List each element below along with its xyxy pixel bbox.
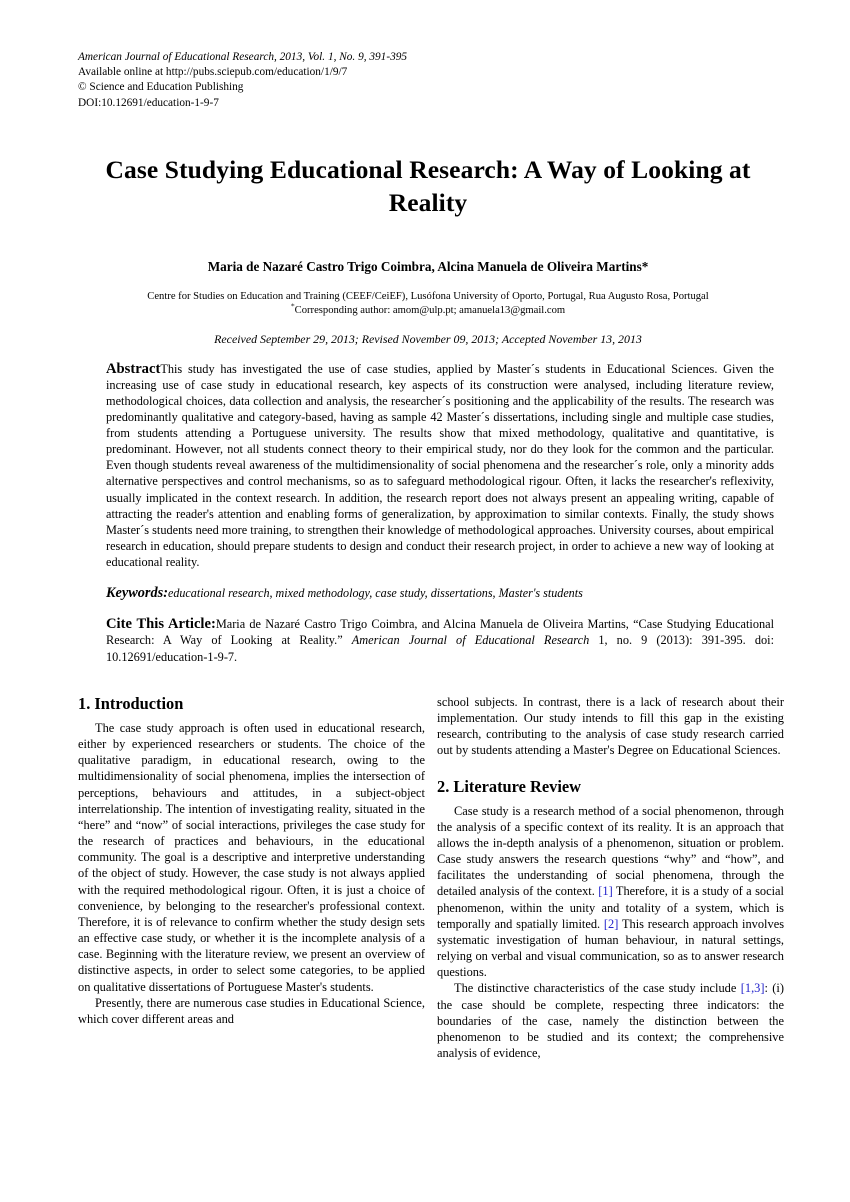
keywords-block — [106, 585, 774, 601]
abstract-text: This study has investigated the use of case studies, applied by Master´s students in Educational Sciences. Given the increasing use of case study in educational research, key aspects of its construction were analysed, including literature review, methodological choices, data collection and analysis, the researcher´s positioning and the applicability of the results. The research was predominantly qualitative and category-based, having as sample 42 Master´s dissertations, including single and multiple case studies, from students attending a Portuguese university. The results show that mixed methodology, qualitative and quantitative, is predominant. However, not all students connect theory to their empirical study, nor do they look for the common and the particular. Even though students reveal awareness of the multidimensionality of social phenomena and the researcher´s role, only a minority adds alternative perspectives and control mechanisms, so as to safeguard methodological rigour. Often, it lacks the researcher's reflexivity, usually implicated in the context research. In addition, the research report does not always present an appealing writing, capable of attracting the reader's attention and enabling forms of generalization, by approximation to similar contexts. Finally, the study shows Master´s students need more training, to strengthen their knowledge of methodological approaches. University courses, about empirical research in education, should prepare students to design and conduct their research project, in order to achieve a new way of looking at educational reality. — [106, 361, 774, 569]
corresponding-author-line — [78, 301, 778, 319]
citation-link-2[interactable]: [2] — [603, 916, 619, 931]
publication-dates: Received September 29, 2013; Revised November 09, 2013; Accepted November 13, 2013 — [214, 331, 642, 346]
body-columns — [78, 694, 784, 1202]
journal-header — [78, 50, 778, 111]
literature-review-paragraph-2 — [437, 980, 784, 1061]
corresponding-asterisk: * — [290, 301, 295, 311]
section-heading-introduction: 1. Introduction — [78, 694, 184, 713]
right-column — [437, 694, 784, 1202]
lr-p1-text-a: Case study is a research method of a social phenomenon, through the analysis of a specific context of its reality. It is an approach that allows the in-depth analysis of a phenomenon, situation or problem. Case study answers the research questions “why” and “how”, and facilitates the understanding of social phenomena, through the detailed analysis of the context. — [437, 803, 784, 899]
intro-paragraph-1: The case study approach is often used in educational research, either by experienced researchers or students. The choice of the qualitative paradigm, in educational research, owing to the multidimensionality of social phenomena, implies the intersection of perceptions, behaviours and attitudes, in a subject-object interrelationship. The intention of investigating reality, situated in the “here” and “now” of social interactions, privileges the case study for the research of practices and behaviours, in the educational community. The goal is a descriptive and interpretive understanding of the object of study. However, the case study is not always applied with the required methodological rigour. Often, it is just a choice of convenience, by belonging to the researcher's professional context. Therefore, it is of relevance to confirm whether the study design sets an effective case study, or whether it is the incomplete analysis of a case. Beginning with the literature review, we present an overview of distinctive aspects, in order to select some categories, to be applied on qualitative dissertations of Portuguese Master's students. — [78, 721, 425, 994]
citation-link-3[interactable]: [1,3] — [740, 981, 765, 996]
article-title: Case Studying Educational Research: A Way of Looking at Reality — [105, 154, 751, 217]
journal-available-online: Available online at http://pubs.sciepub.com/education/1/9/7 — [78, 66, 348, 79]
journal-reference: American Journal of Educational Research, 2013, Vol. 1, No. 9, 391-395 — [78, 51, 408, 63]
cite-this-article-block — [106, 616, 774, 665]
citation-link-1[interactable]: [1] — [598, 884, 613, 899]
corresponding-author-text: Corresponding author: amom@ulp.pt; amanuela13@gmail.com — [294, 305, 566, 317]
journal-publisher: © Science and Education Publishing — [78, 81, 244, 94]
cite-authors-part: Maria de Nazaré Castro Trigo Coimbra, and Alcina Manuela de Oliveira Martins, “Case Studying Educational Research: A Way of Looking at Reality.” — [106, 617, 774, 648]
keywords-list: educational research, mixed methodology, case study, dissertations, Master's students — [167, 586, 583, 601]
section-heading-literature-review: 2. Literature Review — [437, 776, 581, 796]
author-list: Maria de Nazaré Castro Trigo Coimbra, Alcina Manuela de Oliveira Martins* — [207, 258, 649, 274]
cite-locator: 1, no. 9 (2013): 391-395. doi: 10.12691/education-1-9-7. — [106, 633, 774, 664]
literature-review-paragraph-1 — [437, 803, 784, 981]
intro-paragraph-2-continuation: school subjects. In contrast, there is a lack of research about their implementation. Our study intends to fill this gap in the existing research, contributing to the analysis of case study research carried out by students attending a Master's Degree on Educational Sciences. — [437, 695, 784, 758]
abstract-block — [106, 361, 774, 570]
lr-p2-text-a: The distinctive characteristics of the case study include — [454, 981, 737, 996]
intro-paragraph-2: Presently, there are numerous case studies in Educational Science, which cover different areas and — [78, 995, 425, 1026]
cite-journal-name: American Journal of Educational Research — [351, 633, 590, 648]
abstract-label: Abstract — [106, 360, 161, 377]
keywords-label: Keywords: — [106, 585, 168, 602]
left-column — [78, 694, 425, 1202]
affiliation-block — [78, 290, 778, 319]
cite-this-article-label: Cite This Article: — [106, 616, 216, 633]
heading-spacer — [437, 759, 784, 777]
lr-p2-text-b: : (i) the case should be complete, respecting three indicators: the boundaries of the case, namely the distinction between the phenomenon to be studied and its context; the comprehensive analysis of evidence, — [437, 981, 784, 1060]
affiliation-institution: Centre for Studies on Education and Training (CEEF/CeiEF), Lusófona University of Oporto, Portugal, Rua Augusto Rosa, Portugal — [147, 290, 709, 302]
lr-p1-text-b: Therefore, it is a study of a social phenomenon, within the unity and totality of a system, which is temporally and spatially limited. — [437, 884, 784, 931]
journal-doi: DOI:10.12691/education-1-9-7 — [78, 96, 219, 109]
lr-p1-text-c: This research approach involves systematic investigation of human behaviour, in natural settings, relying on verbal and visual communication, so as to answer research questions. — [437, 916, 784, 980]
